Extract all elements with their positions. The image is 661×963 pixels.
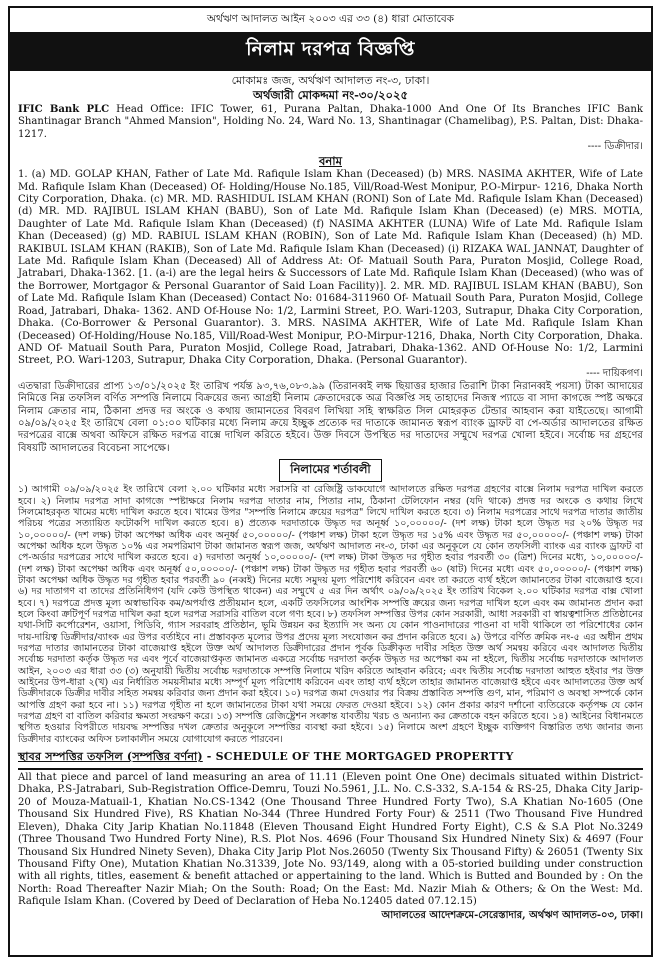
tender-invitation: এতদ্বারা ডিক্রীদারের প্রাপ্য ১৩/০১/২০২৫ ইং তারিখ পর্যন্ত ৯৩,৭৬,০৮৩.৯৯ (তিরানব্বই লক্ষ ছিয়াত্তর হাজার তিরাশি টাকা নিরানব্বই পয়সা) টাকা আদায়ের নিমিত্তে নিম্ন তফসিল বর্ণিত সম্পত্তি নিলামে বিক্রয়ের জন্য আগ্রহী নিলাম ক্রেতাদেরকে অত্র বিজ্ঞপ্তি সহ তাহাদের নিজস্ব প্যাডে বা সাদা কাগজে স্পষ্ট অক্ষরে নিলাম ক্রেতার নাম, ঠিকানা প্রদত্ত দর অংকে ও কথায় জামানতের বিবরণ লিখিয়া সহি স্বাক্ষরিত সিল মোহরকৃত টেন্ডার আহবান করা যাইতেছে। আগামী ০৯/০৯/২০২৫ ইং তারিখে বেলা ০১:০০ ঘটিকার মধ্যে নিলাম ক্রয়ে ইচ্ছুক প্রত্যেক দর দাতাকে জামানত স্বরূপ ব্যাংক ড্রাফট বা পে-অর্ডার আদালতের রক্ষিত দরপত্রের বাক্সে অথবা অফিসে রক্ষিত দরপত্র বাক্সে দাখিল করিতে হইবে। উক্ত দিবসে উপস্থিত দর দাতাদের সম্মুখে দরপত্র খোলা হইবে। সর্বোচ্চ দর গ্রহণের বিষয়টি আদালতের বিবেচনা সাপেক্ষে। xyxy=(18,380,643,454)
decree-holder-name: IFIC Bank PLC xyxy=(18,104,110,115)
decree-holder-address: Head Office: IFIC Tower, 61, Purana Paltan, Dhaka-1000 And One Of Its Branches IFIC Bank Shantinagar Branch "Ahmed Mansion", Holding No. 24, Ward No. 13, Shantinagar (Chamelibag), P.S. Paltan, Dist: Dhaka-1217. xyxy=(18,104,644,140)
conditions-heading: নিলামের শর্তাবলী xyxy=(279,459,381,482)
act-reference: অর্থঋণ আদালত আইন ২০০৩ এর ৩৩ (৪) ধারা মোতাবেক xyxy=(206,13,455,25)
decree-holder-role: ---- ডিক্রীদার। xyxy=(587,141,643,153)
judgment-debtors: 1. (a) MD. GOLAP KHAN, Father of Late Md. Rafiqule Islam Khan (Deceased) (b) MRS. NASIMA AKHTER, Wife of Late Md. Rafiqule Islam Khan (Deceased) Of- Holding/House No.185, Vill/Road-West Monipur, P.O-Mirpur- 1216, Dhaka North City Corporation, Dhaka. (c) MR. MD. RASHIDUL ISLAM KHAN (RONI) Son of Late Md. Rafiqule Islam Khan (Deceased) (d) MR. MD. RAJIBUL ISLAM KHAN (BABU), Son of Late Md. Rafiqule Islam Khan (Deceased) (e) MRS. MOTIA, Daughter of Late Md. Rafiqule Islam Khan (Deceased) (f) NASIMA AKHTER (LUNA) Wife of Late Md. Rafiqule Islam Khan (Deceased) (g) MD. RABIUL ISLAM KHAN (ROBIN), Son of Late Md. Rafiqule Islam Khan (Deceased) (h) MD. RAKIBUL ISLAM KHAN (RAKIB), Son of Late Md. Rafiqule Islam Khan (Deceased) (i) RIZAKA WAL JANNAT, Daughter of Late Md. Rafiqule Islam Khan (Deceased) All of Address At: Of- Matuail South Para, Puraton Mosjid, College Road, Jatrabari, Dhaka-1362. [1. (a-i) are the legal heirs & Successors of Late Md. Rafiqule Islam Khan (Deceased) (who was of the Borrower, Mortgagor & Personal Guarantor of Said Loan Facility)]. 2. MR. MD. RAJIBUL ISLAM KHAN (BABU), Son of Late Md. Rafiqule Islam Khan (Deceased) Contact No: 01684-311960 Of- Matuail South Para, Puraton Mosjid, College Road, Jatrabari, Dhaka- 1362. AND Of-House No: 1/2, Larmini Street, P.O. Wari-1203, Sutrapur, Dhaka City Corporation, Dhaka. (Co-Borrower & Personal Guarantor). 3. MRS. NASIMA AKHTER, Wife of Late Md. Rafiqule Islam Khan (Deceased) Of-Holding/House No.185, Vill/Road-West Monipur, P.O-Mirpur-1216, Dhaka, North City Corporation, Dhaka. AND Of- Matuail South Para, Puraton Mosjid, College Road, Jatrabari, Dhaka-1362. AND Of-House No: 1/2, Larmini Street, P.O. Wari-1203, Sutrapur, Dhaka City Corporation, Dhaka. (Personal Guarantor). xyxy=(18,169,643,367)
auction-conditions: ১) আগামী ০৯/০৯/২০২৫ ইং তারিখে বেলা ২.০০ ঘটিকার মধ্যে সরাসরি বা রেজিষ্ট্রি ডাকযোগে আদালতে রক্ষিত দরপত্র গ্রহণের বাক্সে নিলাম দরপত্র দাখিল করতে হবে। ২) নিলাম দরপত্র সাদা কাগজে স্পষ্টাক্ষরে নিলাম দরপত্র দাতার নাম, পিতার নাম, ঠিকানা টেলিফোন নম্বর (যদি থাকে) প্রদত্ত দর অংকে ও কথায় লিখে সিলমোহরকৃত খামের মধ্যে দাখিল করতে হবে। খামের উপর "সম্পত্তি নিলামে ক্রয়ের দরপত্র" লিখে দাখিল করতে হবে। ৩) নিলাম দরপত্রের সাথে দরপত্র দাতার জাতীয় পরিচয় পত্রের সত্যায়িত ফটোকপি দাখিল করতে হবে। ৪) প্রত্যেক দরদাতাকে উদ্ধৃত দর অনূর্ধ্ব ১০,০০০০০/- (দশ লক্ষ) টাকা হলে উদ্ধৃত দর ২০% উদ্ধৃত দর ১০,০০০০০/- (দশ লক্ষ) টাকা অপেক্ষা অধিক এবং অনূর্ধ্ব ৫০,০০০০০/- (পঞ্চাশ লক্ষ) টাকা হলে উদ্ধৃত দর ১৫% এবং উদ্ধৃত দর ৫০,০০০০০/- (পঞ্চাশ লক্ষ) টাকা অপেক্ষা অধিক হলে উদ্ধৃত ১০% এর সমপরিমাণ টাকা জামানত স্বরূপ জজ, অর্থঋণ আদালত নং-৩, ঢাকা এর অনুকূলে যে কোন তফসিলী ব্যাংক এর ব্যাংক ড্রাফট বা পে-অর্ডার দরপত্রের সাথে দাখিল করতে হবে। ৫) দরদাতা অনূর্ধ্ব ১০,০০০০০/- (দশ লক্ষ) টাকা উদ্ধৃত দর গৃহীত হবার পরবর্তী ৩০ (ত্রিশ) দিনের মধ্যে, ১০,০০০০০/- (দশ লক্ষ) টাকা অপেক্ষা অধিক এবং অনূর্ধ্ব ৫০,০০০০০/- (পঞ্চাশ লক্ষ) টাকা উদ্ধৃত দর গৃহীত হবার পরবর্তী ৬০ (ষাট) দিনের মধ্যে এবং ৫০,০০০০০/- (পঞ্চাশ লক্ষ) টাকা অপেক্ষা অধিক উদ্ধৃত দর গৃহীত হবার পরবর্তী ৯০ (নব্বই) দিনের মধ্যে সমুদয় মূল্য পরিশোধ করিবেন এবং তা করতে ব্যর্থ হইলে জামানতের টাকা বাজেয়াপ্ত হবে। ৬) দর দাতাগণ বা তাদের প্রতিনিধিগণ (যদি কেউ উপস্থিত থাকেন) এর সম্মুখে ৫ এর দিন অর্থাৎ ০৯/০৯/২০২৫ ইং তারিখ বিকেল ২.০০ ঘটিকার দরপত্র বাক্স খোলা হবে। ৭) দরপত্রে প্রদত্ত মূল্য অস্বাভাবিক কম/অপর্যাপ্ত প্রতীয়মান হলে, একটি তফসিলের আংশিক সম্পত্তি ক্রয়ের জন্য দরপত্র দাখিল হলে এবং কম জামানত প্রদান করা হলে কিংবা ক্রটিপূর্ণ দরপত্র দাখিল করা হলে দরপত্র সরাসরি বাতিল বলে গণ্য হবে। ৮) তফসিল সম্পত্তির উপর কোন সরকারী, আধা সরকারী বা স্বায়ত্বশাসিত প্রতিষ্ঠানের যথা-সিটি কর্পোরেশন, ওয়াসা, পিডিবি, গ্যাস সরবরাহ প্রতিষ্ঠান, ভূমি উন্নয়ন কর ইত্যাদি সং অন্য যে কোন পাওনাদারের পাওনা বা দাবী থাকিলে তা পরিশোধের কোন দায়-দায়িত্ব ডিক্রীদার/ব্যাংক এর উপর বর্তাইবে না। প্রস্তাবকৃত মূল্যের উপর প্রদেয় মূল্য সংযোজন কর প্রদান করিতে হবে। ৯) উপরে বর্ণিত ক্রমিক নং-৫ এর অধীন প্রথম দরপত্র দাতার জামানতের টাকা বাজেয়াপ্ত হইলে উক্ত অর্থ আদালত ডিক্রীদারের প্রদান পূর্বক ডিক্রীকৃত দাবীর সহিত উক্ত অর্থ সমন্বয় করিবে এবং আদালত দ্বিতীয় সর্বোচ্চ দরদাতা কর্তৃক উদ্ধৃত দর এবং পূর্বে বাজেয়াপ্তকৃত জামানত একত্রে সর্বোচ্চ দরদাতা কর্তৃক উদ্ধৃত দর অপেক্ষা কম না হইলে, দ্বিতীয় সর্বোচ্চ দরদাতাকে আদালত আইন, ২০০৩ এর ধারা ৩৩ (৩) অনুযায়ী দ্বিতীয় সর্বোচ্চ দরদাতাকে সম্পত্তি নিলামে খরিদ করিতে আহবান করিবে; এবং দ্বিতীয় সর্বোচ্চ দরদাতা আহুত হইবার পর উক্ত আইনের উপ-ধারা ২(খ) এর নির্ধারিত সময়সীমার মধ্যে সম্পূর্ণ মূল্য পরিশোধ করিবেন এবং তাহা ব্যর্থ হইলে তাহার জামানত বাজেয়াপ্ত হইবে এবং আদালতের উক্ত অর্থ ডিক্রীদারকে ডিক্রীর দাবীর সহিত সমন্বয় করিবার জন্য প্রদান করা হইবে। ১০) দরপত্র জমা দেওয়ার পর বিক্রয় প্রস্তাবিত সম্পত্তি গুণ, মান, পরিমাণ ও অবস্থা সম্পর্কে কোন আপত্তি গ্রহণ করা হবে না। ১১) দরপত্র গৃহীত না হলে জামানতের টাকা যথা সময়ে ফেরত দেওয়া হইবে। ১২) কোন প্রকার কারণ দর্শানো ব্যতিরেকে কর্তৃপক্ষ যে কোন দরপত্র গ্রহণ বা বাতিল করিবার ক্ষমতা সংরক্ষণ করে। ১৩) সম্পত্তি রেজিষ্ট্রেশন সংক্রান্ত যাবতীয় খরচ ও অন্যান্য কর ক্রেতাকে বহন করিতে হবে। ১৪) আইনের বিধানমতে স্থগিত হওয়ার বিপরীতে দায়বদ্ধ সম্পত্তির দখল ক্রেতার অনুকূলে সম্পত্তির ব্যবস্থা করা হইবে। ১৫) নিলামে অংশ গ্রহণে ইচ্ছুক ব্যক্তিগণ বিস্তারিত তথ্য জানার জন্য ডিক্রীদার ব্যাংকের অফিস চলাকালীন সময়ে যোগাযোগ করতে পারবেন। xyxy=(18,484,643,745)
debtors-role: ---- দায়িকগণ। xyxy=(586,367,643,379)
property-schedule: All that piece and parcel of land measuring an area of 11.11 (Eleven point One One) decimals situated within District-Dhaka, P.S-Jatrabari, Sub-Registration Office-Demru, Touzi No.5961, J.L. No. C.S-332, S.A-154 & RS-25, Dhaka City Jarip-20 of Mouza-Matuail-1, Khatian No.CS-1342 (One Thousand Three Hundred Forty Two), S.A Khatian No-1605 (One Thousand Six Hundred Five), RS Khatian No-344 (Three Hundred Forty Four) & 2511 (Two Thousand Five Hundred Eleven), Dhaka City Jarip Khatian No.11848 (Eleven Thousand Eight Hundred Forty Eight), C.S & S.A Plot No.3249 (Three Thousand Two Hundred Forty Nine), R.S. Plot Nos. 4696 (Four Thousand Six Hundred Ninety Six) & 4697 (Four Thousand Six Hundred Ninety Seven), Dhaka City Jarip Plot Nos.26050 (Twenty Six Thousand Fifty) & 26051 (Twenty Six Thousand Fifty One), Mutation Khatian No.31339, Jote No. 93/149, along with a 05-storied building under construction with all rights, titles, easement & benefit attached or appertaining to the land. Which is Butted and Bounded by : On the North: Road Thereafter Nazir Miah; On the South: Road; On the East: Md. Nazir Miah & Others; & On the West: Md. Rafiqule Islam Khan. (Covered by Deed of Declaration of Heba No.12405 dated 07.12.15) xyxy=(18,772,643,908)
case-number: অর্থজারী মোকদ্দমা নং-৩০/২০২৫ xyxy=(253,88,408,102)
tender-notice xyxy=(8,6,653,957)
schedule-title-bn: স্থাবর সম্পত্তির তফসিল (সম্পত্তির বর্ণনা) xyxy=(18,750,203,764)
court-order-signature: আদালতের আদেশক্রমে-সেরেস্তাদার, অর্থঋণ আদালত-০৩, ঢাকা। xyxy=(381,909,643,921)
court-name: মোকামঃ জজ, অর্থঋণ আদালত নং-৩, ঢাকা। xyxy=(231,74,430,87)
versus-label: বনাম xyxy=(319,154,342,169)
notice-title: নিলাম দরপত্র বিজ্ঞপ্তি xyxy=(10,32,651,71)
conditions-heading-box xyxy=(18,458,643,482)
schedule-title-en: - SCHEDULE OF THE MORTGAGED PROPERTTY xyxy=(202,750,514,764)
schedule-heading xyxy=(18,748,643,770)
decree-holder xyxy=(18,104,643,141)
